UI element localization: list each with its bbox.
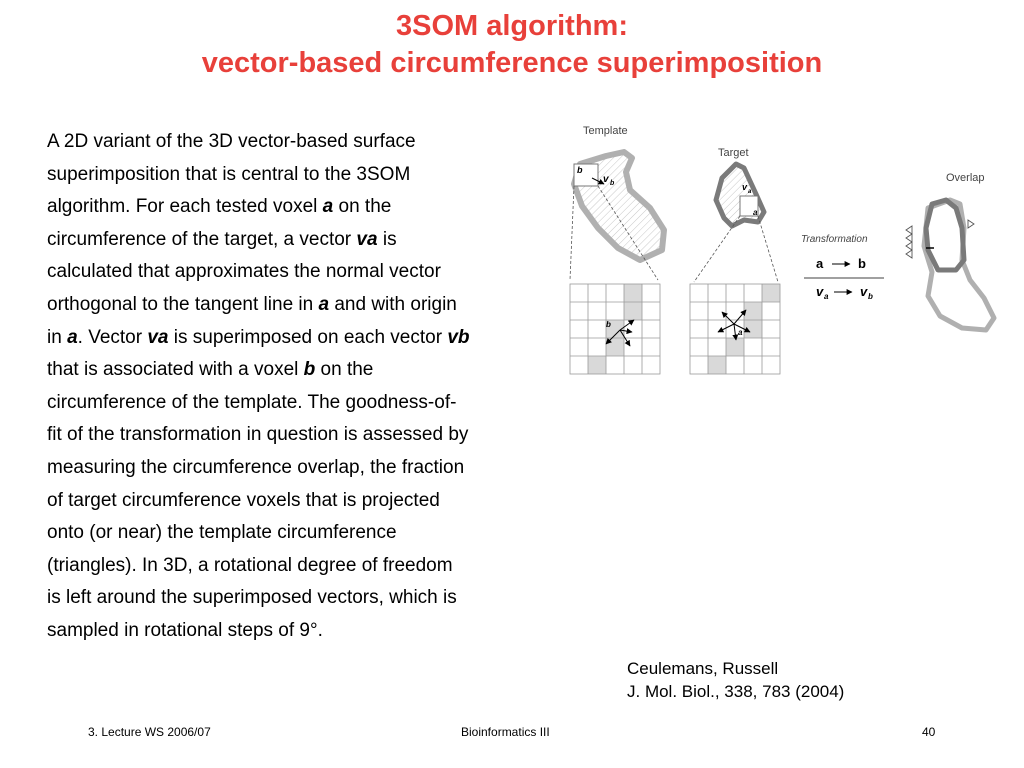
target-label: Target [718,147,749,159]
body-text-span: circumference of the target, a vector [47,228,357,250]
target-grid [690,284,780,374]
label-vb-sub: b [610,180,615,187]
grid-label-b: b [606,320,611,329]
footer-page-number: 40 [922,725,936,739]
title-line-2: vector-based circumference superimposition [201,47,823,79]
citation-authors: Ceulemans, Russell [627,659,779,678]
title-line-1: 3SOM algorithm: [395,10,628,42]
body-line: circumference of the template. The goodness-of- [47,391,457,413]
body-text-span: is [377,228,397,250]
label-va: v [742,182,748,192]
voxel-a-term: a [318,293,330,315]
voxel-b-term: b [303,359,316,381]
citation [627,657,844,703]
body-line [47,289,567,322]
vector-vb-term: vb [447,326,470,348]
body-text-span: that is associated with a voxel [47,359,304,381]
body-text-span: on the [333,196,392,218]
body-line: superimposition that is central to the 3SOM [47,163,411,185]
body-text-span: . Vector [77,326,148,348]
slide-title [0,8,1024,82]
body-text-span: on the [315,359,374,381]
vector-va-term: va [356,228,378,250]
body-line: sampled in rotational steps of 9°. [47,619,323,641]
body-line: calculated that approximates the normal vector [47,261,441,283]
arrow-row1-left: a [816,256,824,271]
body-line: fit of the transformation in question is assessed by [47,424,469,446]
body-text-span: orthogonal to the tangent line in [47,293,319,315]
overlap-label: Overlap [946,172,985,184]
body-text-span: in [47,326,68,348]
citation-journal: J. Mol. Biol., 338, 783 (2004) [627,682,845,701]
body-line [47,191,567,224]
arrow-row2-right: v [860,284,868,299]
footer-lecture: 3. Lecture WS 2006/07 [88,725,211,739]
body-line: onto (or near) the template circumference [47,522,397,544]
voxel-a-term: a [67,326,78,348]
vector-va-term: va [147,326,169,348]
template-grid [570,284,660,374]
overlap-target-outline [926,200,964,270]
body-line [47,354,567,387]
body-paragraph [47,126,567,648]
arrow-row2-right-sub: b [868,292,873,301]
arrow-row2-left: v [816,284,824,299]
zoom-line [758,216,778,282]
body-line [47,322,567,355]
body-text-span: and with origin [329,293,457,315]
voxel-a-term: a [322,196,334,218]
zoom-line [694,216,740,282]
body-text-span: is superimposed on each vector [168,326,448,348]
body-line [47,224,567,257]
template-label: Template [583,125,628,137]
arrow-row1-right: b [858,256,866,271]
body-line: is left around the superimposed vectors, which is [47,587,457,609]
grid-label-a: a [738,328,743,337]
label-va-sub: a [748,189,752,195]
body-text-span: algorithm. For each tested voxel [47,196,323,218]
superimposition-figure [566,120,1006,380]
label-b: b [577,165,583,175]
body-line: of target circumference voxels that is projected [47,489,440,511]
transformation-label: Transformation [801,234,868,245]
footer-course: Bioinformatics III [461,725,550,739]
body-line: (triangles). In 3D, a rotational degree of freedom [47,554,453,576]
zoom-line [570,186,574,280]
label-vb: v [603,174,609,185]
body-line: A 2D variant of the 3D vector-based surface [47,131,416,152]
arrow-row2-left-sub: a [824,292,829,301]
label-a: a [753,208,758,217]
body-line: measuring the circumference overlap, the fraction [47,456,465,478]
